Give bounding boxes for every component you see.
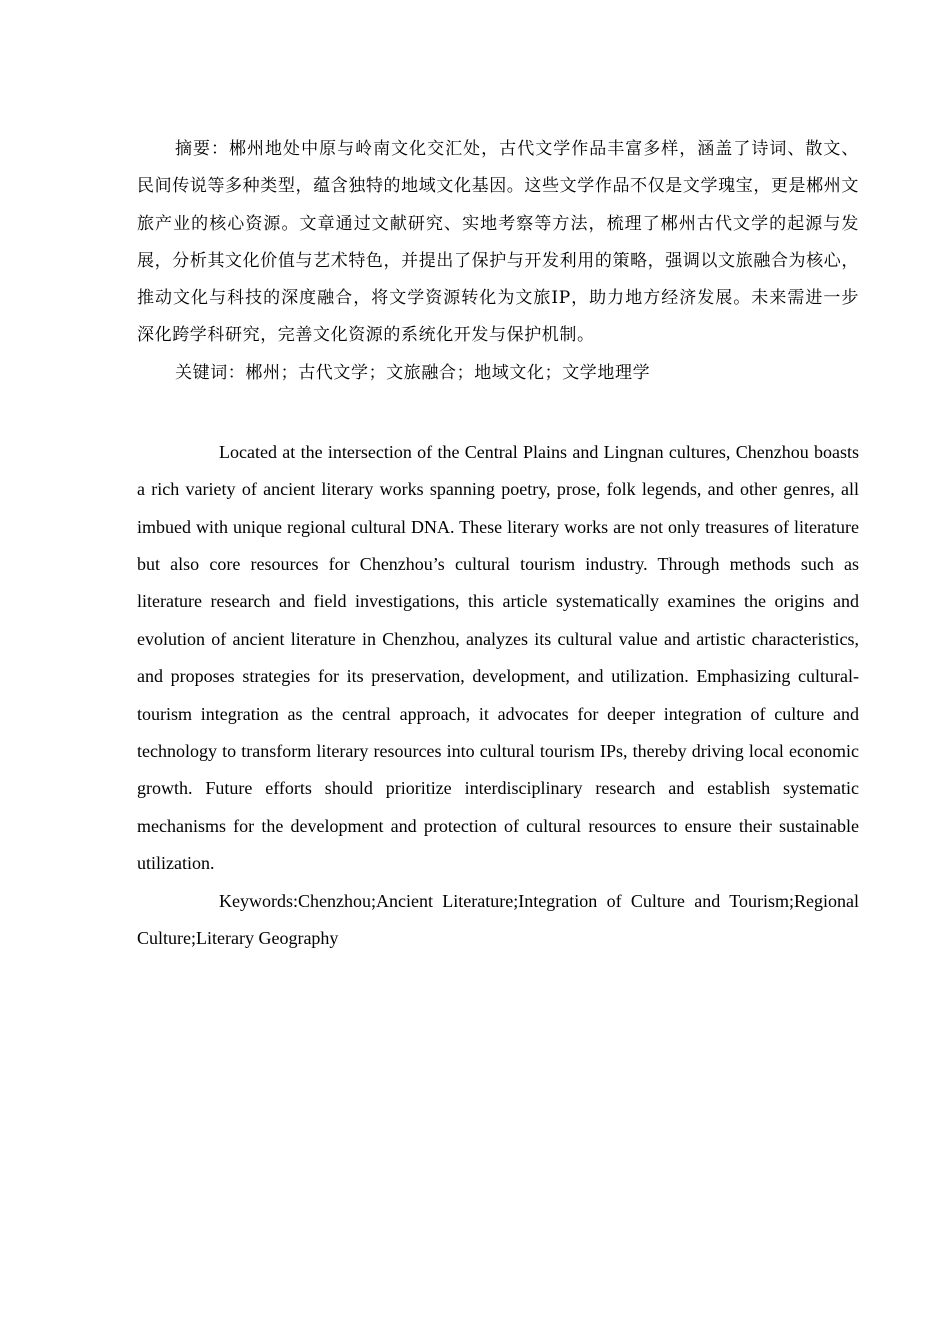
chinese-keywords-text: 郴州；古代文学；文旅融合；地域文化；文学地理学 [245, 362, 651, 383]
english-keywords: Keywords:Chenzhou;Ancient Literature;Integration of Culture and Tourism;Regional Culture;Literary Geography [137, 890, 859, 949]
chinese-keywords-label: 关键词： [175, 362, 246, 383]
english-abstract: Located at the intersection of the Central Plains and Lingnan cultures, Chenzhou boasts a rich variety of ancient literary works spanning poetry, prose, folk legends, and other genres, all imbued with unique regional cultural DNA. These literary works are not only treasures of literature but also core resources for Chenzhou’s cultural tourism industry. Through methods such as literature research and field investigations, this article systematically examines the origins and evolution of ancient literature in Chenzhou, analyzes its cultural value and artistic characteristics, and proposes strategies for its preservation, development, and utilization. Emphasizing cultural-tourism integration as the central approach, it advocates for deeper integration of culture and technology to transform literary resources into cultural tourism IPs, thereby driving local economic growth. Future efforts should prioritize interdisciplinary research and establish systematic mechanisms for the development and protection of cultural resources to ensure their sustainable utilization. [137, 441, 859, 874]
chinese-keywords [137, 355, 859, 392]
chinese-abstract-text: 郴州地处中原与岭南文化交汇处，古代文学作品丰富多样，涵盖了诗词、散文、民间传说等多种类型，蕴含独特的地域文化基因。这些文学作品不仅是文学瑰宝，更是郴州文旅产业的核心资源。文章通过文献研究、实地考察等方法，梳理了郴州古代文学的起源与发展，分析其文化价值与艺术特色，并提出了保护与开发利用的策略，强调以文旅融合为核心，推动文化与科技的深度融合，将文学资源转化为文旅IP，助力地方经济发展。未来需进一步深化跨学科研究，完善文化资源的系统化开发与保护机制。 [137, 139, 859, 346]
chinese-abstract [137, 131, 859, 355]
chinese-abstract-label: 摘要： [175, 139, 230, 159]
document-page [137, 131, 859, 957]
